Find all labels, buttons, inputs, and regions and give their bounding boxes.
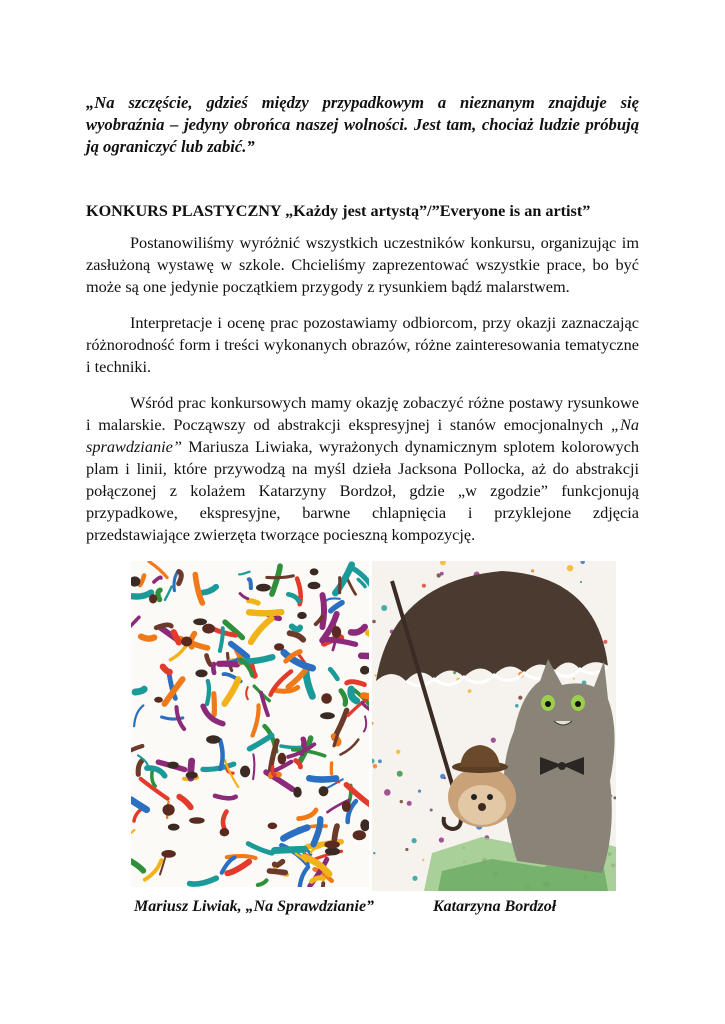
paint-stroke	[174, 632, 179, 642]
paint-splatter	[373, 764, 378, 769]
paint-splatter	[372, 722, 374, 725]
paint-stroke	[223, 812, 227, 829]
paint-blot	[310, 568, 319, 575]
artwork-collage	[372, 561, 616, 891]
paint-splatter	[384, 789, 391, 796]
umbrella-canopy	[376, 571, 608, 681]
paint-stroke	[299, 810, 316, 819]
paint-stroke	[131, 830, 134, 851]
paint-splatter	[444, 777, 446, 779]
caption-left: Mariusz Liwiak, „Na Sprawdzianie”	[134, 898, 375, 915]
paint-stroke	[314, 819, 321, 844]
paint-splatter	[440, 572, 444, 576]
paint-splatter	[440, 561, 446, 565]
paint-stroke	[281, 746, 300, 748]
collage-image	[372, 561, 616, 891]
paint-stroke	[272, 566, 280, 594]
paint-stroke	[195, 575, 202, 604]
paint-blot	[360, 819, 369, 831]
paint-blot	[325, 847, 340, 855]
abstract-strokes-image	[131, 561, 369, 887]
paint-stroke	[141, 637, 154, 639]
paint-stroke	[269, 871, 285, 873]
paint-stroke	[249, 601, 258, 603]
paint-splatter	[603, 640, 607, 644]
paragraph-interpretation: Interpretacje i ocenę prac pozostawiamy odbiorcom, przy okazji zaznaczając różnorodność form i treści wykonanych obrazów, różne zainteresowania tematyczne i techniki.	[86, 313, 639, 376]
paint-blot	[149, 594, 157, 603]
paint-blot	[353, 830, 366, 840]
paint-splatter	[412, 876, 417, 881]
paint-stroke	[147, 768, 165, 776]
paragraph-exhibition: Postanowiliśmy wyróżnić wszystkich uczestników konkursu, organizując im zasłużoną wystawę w szkole. Chcieliśmy zaprezentować wszystkie prace, bo być może są one jedynie początkiem przygody z rysunkiem bądź malarstwem.	[86, 233, 639, 296]
paint-stroke	[309, 778, 336, 779]
paint-stroke	[165, 587, 172, 601]
paragraph-artworks-rest: Mariusza Liwiaka, wyrażonych dynamicznym splotem kolorowych plam i linii, które przywodzą na myśl dzieła Jacksona Pollocka, aż do abstrakcji połączonej z kolażem Katarzyny Bordzoł, gdzie „w zgodzie” funkcjonują przypadkowe, ekspresyjne, barwne chlapnięcia i przyklejone zdjęcia przedstawiające zwierzęta tworzące pocieszną kompozycję.	[86, 437, 639, 544]
paint-stroke	[258, 880, 267, 885]
paint-stroke	[207, 656, 211, 665]
paint-blot	[342, 801, 351, 812]
paint-stroke	[274, 688, 298, 692]
paint-stroke	[179, 572, 182, 584]
paint-stroke	[179, 797, 190, 808]
paint-blot	[360, 666, 369, 675]
paint-stroke	[267, 576, 293, 578]
paint-splatter	[439, 837, 444, 842]
paint-stroke	[288, 594, 298, 601]
paint-stroke	[312, 878, 324, 882]
paint-stroke	[275, 862, 283, 866]
paint-stroke	[132, 593, 151, 597]
paint-stroke	[240, 594, 248, 599]
paint-stroke	[249, 579, 251, 588]
paint-blot	[320, 712, 335, 719]
paint-blot	[186, 772, 198, 779]
paint-stroke	[207, 681, 209, 704]
paint-stroke	[275, 849, 305, 850]
paint-stroke	[347, 579, 355, 594]
paint-blot	[297, 612, 307, 619]
paint-blot	[163, 804, 175, 816]
paint-stroke	[154, 577, 161, 582]
paint-stroke	[335, 565, 351, 593]
paint-stroke	[330, 669, 337, 679]
paint-stroke	[283, 828, 307, 839]
paint-blot	[324, 841, 339, 849]
paint-stroke	[131, 861, 143, 871]
paint-blot	[308, 582, 321, 590]
paint-blot	[168, 824, 180, 831]
paint-stroke	[363, 695, 369, 698]
paint-stroke	[156, 625, 171, 628]
paint-blot	[167, 762, 178, 769]
artwork-abstract-painting	[131, 561, 369, 887]
paint-splatter	[573, 678, 575, 680]
paint-blot	[319, 786, 329, 796]
paint-blot	[189, 817, 205, 824]
paint-stroke	[347, 682, 365, 685]
paint-stroke	[225, 679, 239, 704]
paint-stroke	[213, 664, 214, 673]
paint-stroke	[246, 687, 248, 699]
paragraph-artworks-intro: Wśród prac konkursowych mamy okazję zobaczyć różne postawy rysunkowe i malarskie. Począwszy od abstrakcji ekspresyjnej i stanów emocjonalnych	[86, 393, 639, 434]
hedgehog-figure	[448, 745, 516, 827]
paint-splatter	[400, 800, 403, 803]
paint-splatter	[468, 689, 472, 693]
paint-stroke	[145, 860, 162, 880]
paint-blot	[193, 618, 207, 625]
paint-blot	[240, 766, 250, 778]
paint-blot	[293, 787, 301, 798]
paint-stroke	[351, 627, 365, 633]
paint-blot	[321, 693, 332, 704]
paint-splatter	[381, 605, 387, 611]
paint-stroke	[220, 740, 223, 769]
opening-quote: „Na szczęście, gdzieś między przypadkowym a nieznanym znajduje się wyobraźnia – jedyny obrońca naszej wolności. Jest tam, chociaż ludzie próbują ją ograniczyć lub zabić.”	[86, 93, 639, 156]
paint-splatter	[397, 771, 403, 777]
paint-stroke	[158, 590, 160, 600]
paint-stroke	[296, 761, 301, 768]
paint-splatter	[531, 569, 534, 572]
paint-splatter	[378, 759, 382, 763]
paint-stroke	[135, 689, 144, 692]
paint-stroke	[341, 691, 346, 705]
hat-crown	[460, 745, 500, 767]
paragraph-artworks	[86, 392, 639, 546]
paint-stroke	[253, 705, 259, 735]
artwork-title-reference: „Na sprawdzianie”	[86, 415, 639, 456]
paint-splatter	[412, 838, 417, 843]
paint-splatter	[396, 750, 400, 754]
paint-stroke	[215, 796, 236, 799]
paint-stroke	[331, 603, 342, 611]
paint-blot	[274, 643, 284, 650]
paint-blot	[278, 753, 287, 765]
paint-splatter	[567, 565, 573, 571]
paint-blot	[161, 850, 176, 858]
paint-splatter	[418, 790, 421, 793]
paint-stroke	[361, 656, 369, 660]
paint-stroke	[251, 619, 271, 642]
paint-stroke	[165, 679, 183, 704]
paint-splatter	[518, 696, 522, 700]
paint-splatter	[372, 759, 375, 764]
paint-blot	[206, 735, 220, 744]
paint-blot	[332, 626, 341, 638]
paint-stroke	[300, 867, 309, 887]
paint-stroke	[140, 576, 144, 586]
paint-blot	[268, 823, 278, 830]
contest-heading: KONKURS PLASTYCZNY „Każdy jest artystą”/”Everyone is an artist”	[86, 202, 591, 220]
paint-splatter	[613, 796, 616, 799]
paint-stroke	[292, 627, 300, 630]
paint-blot	[181, 637, 192, 647]
paint-splatter	[422, 859, 424, 861]
paint-stroke	[253, 754, 254, 779]
paint-stroke	[190, 878, 217, 884]
paint-blot	[256, 584, 271, 592]
paint-splatter	[491, 738, 496, 743]
paint-stroke	[134, 705, 143, 726]
paint-stroke	[219, 664, 237, 665]
paint-stroke	[131, 800, 147, 810]
paint-stroke	[249, 612, 281, 613]
paint-stroke	[364, 716, 366, 731]
paint-splatter	[407, 801, 412, 806]
paint-blot	[195, 670, 207, 678]
paint-splatter	[374, 674, 376, 676]
paint-blot	[154, 697, 163, 703]
paint-stroke	[248, 844, 272, 854]
caption-right: Katarzyna Bordzoł	[433, 898, 557, 915]
paint-stroke	[317, 883, 324, 887]
paint-splatter	[373, 852, 375, 854]
paint-stroke	[322, 595, 324, 627]
paint-stroke	[214, 694, 215, 715]
paint-splatter	[430, 809, 433, 812]
paint-stroke	[341, 740, 359, 755]
cat-figure	[504, 659, 615, 873]
paint-splatter	[405, 848, 408, 851]
paint-stroke	[131, 617, 139, 636]
paint-splatter	[580, 581, 582, 583]
paint-blot	[220, 828, 230, 836]
paint-stroke	[368, 633, 369, 644]
paint-blot	[202, 624, 215, 634]
paint-stroke	[290, 633, 304, 640]
paint-stroke	[334, 826, 337, 839]
paint-stroke	[138, 761, 142, 774]
paint-stroke	[306, 670, 313, 696]
paint-splatter	[581, 561, 585, 564]
paint-stroke	[200, 587, 216, 593]
paint-splatter	[515, 704, 519, 708]
paint-stroke	[149, 562, 167, 578]
paint-splatter	[372, 620, 376, 624]
paint-stroke	[227, 862, 249, 874]
paint-stroke	[163, 667, 170, 672]
paint-splatter	[422, 584, 426, 588]
paint-stroke	[239, 572, 250, 575]
